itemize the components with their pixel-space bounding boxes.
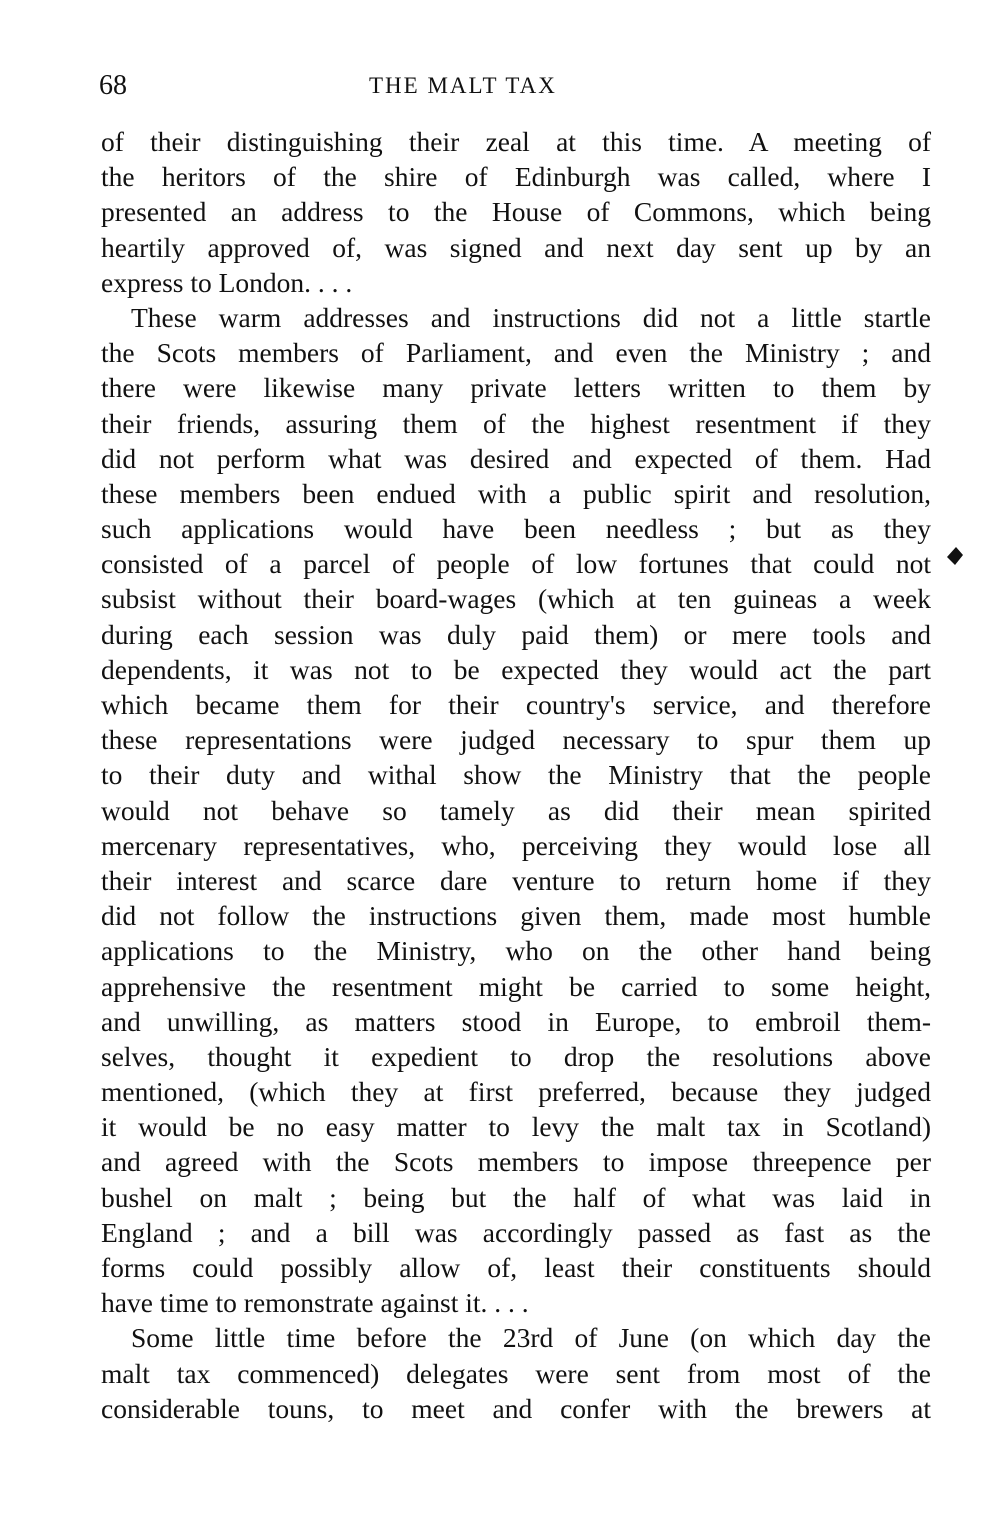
text-line: and unwilling, as matters stood in Europe, to embroil them- bbox=[101, 1005, 931, 1037]
text-line: which became them for their country's service, and therefore bbox=[101, 689, 931, 720]
running-title: THE MALT TAX bbox=[369, 73, 557, 98]
text-line: their interest and scarce dare venture to return home if they bbox=[101, 864, 931, 896]
text-line: did not perform what was desired and expected of them. Had bbox=[101, 442, 931, 474]
text-line: their friends, assuring them of the highest resentment if they bbox=[101, 407, 931, 439]
text-line: considerable touns, to meet and confer with the brewers at bbox=[101, 1392, 931, 1424]
text-line: it would be no easy matter to levy the malt tax in Scotland) bbox=[101, 1111, 931, 1143]
text-line: applications to the Ministry, who on the other hand being bbox=[101, 935, 931, 967]
text-line: the Scots members of Parliament, and even the Ministry ; and bbox=[101, 337, 931, 369]
text-line: such applications would have been needless ; but as they bbox=[101, 513, 931, 545]
text-line: mercenary representatives, who, perceiving they would lose all bbox=[101, 829, 931, 861]
text-line: dependents, it was not to be expected they would act the part bbox=[101, 653, 931, 685]
diamond-mark-icon bbox=[947, 547, 963, 565]
text-line: subsist without their board-wages (which at ten guineas a week bbox=[101, 583, 931, 615]
text-line: heartily approved of, was signed and next day sent up by an bbox=[101, 231, 931, 263]
text-line: these representations were judged necessary to spur them up bbox=[101, 724, 931, 756]
text-line: Some little time before the 23rd of June (on which day the bbox=[131, 1322, 931, 1354]
text-line: these members been endued with a public spirit and resolution, bbox=[101, 477, 931, 509]
text-line: malt tax commenced) delegates were sent from most of the bbox=[101, 1357, 931, 1389]
page-number: 68 bbox=[99, 70, 127, 101]
text-line: forms could possibly allow of, least their constituents should bbox=[101, 1252, 931, 1283]
text-line: of their distinguishing their zeal at this time. A meeting of bbox=[101, 126, 931, 157]
text-line: These warm addresses and instructions did not a little startle bbox=[131, 301, 931, 333]
text-line: there were likewise many private letters written to them by bbox=[101, 372, 931, 404]
text-line: did not follow the instructions given them, made most humble bbox=[101, 900, 931, 932]
body-text bbox=[101, 124, 931, 1426]
text-line: presented an address to the House of Commons, which being bbox=[101, 196, 931, 228]
text-line: consisted of a parcel of people of low fortunes that could not bbox=[101, 548, 931, 580]
text-line: have time to remonstrate against it. . . . bbox=[101, 1287, 529, 1319]
text-line: selves, thought it expedient to drop the resolutions above bbox=[101, 1040, 931, 1072]
text-line: bushel on malt ; being but the half of what was laid in bbox=[101, 1181, 931, 1213]
text-line: would not behave so tamely as did their mean spirited bbox=[101, 794, 931, 826]
text-line: during each session was duly paid them) or mere tools and bbox=[101, 618, 931, 650]
text-line: England ; and a bill was accordingly passed as fast as the bbox=[101, 1216, 931, 1248]
text-line: the heritors of the shire of Edinburgh was called, where I bbox=[101, 161, 931, 193]
running-head bbox=[99, 68, 931, 104]
text-line: apprehensive the resentment might be carried to some height, bbox=[101, 970, 931, 1002]
text-line: express to London. . . . bbox=[101, 266, 353, 298]
text-line: and agreed with the Scots members to impose threepence per bbox=[101, 1146, 931, 1178]
text-line: to their duty and withal show the Ministry that the people bbox=[101, 759, 931, 791]
text-line: mentioned, (which they at first preferred, because they judged bbox=[101, 1076, 931, 1108]
